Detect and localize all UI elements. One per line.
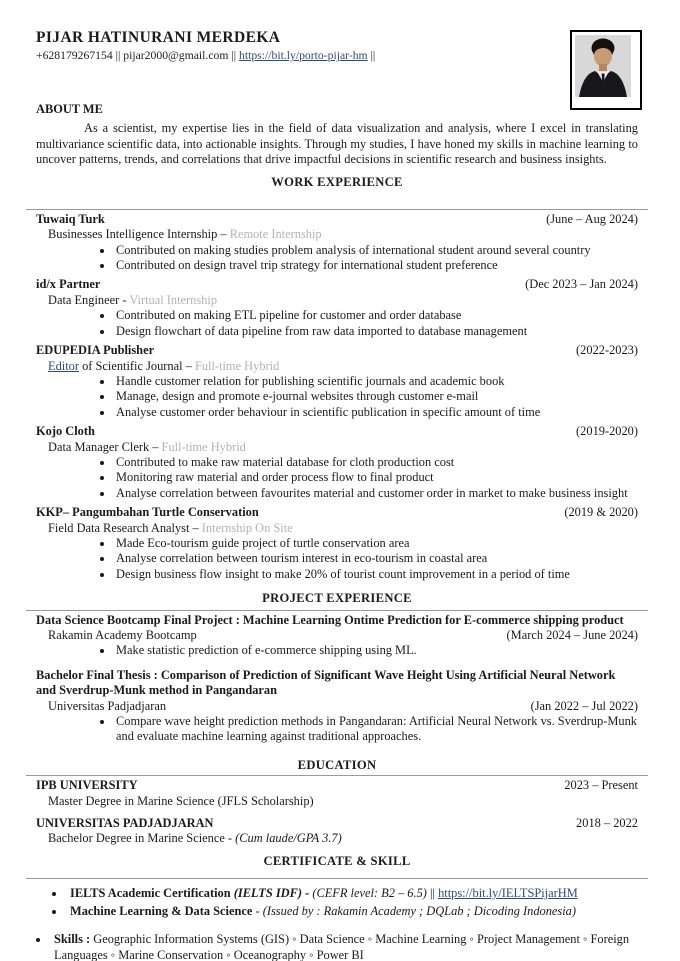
project-title: Bachelor Final Thesis : Comparison of Prediction of Significant Wave Height Using Artificial Neural Network and Sverdrup-Munk method in Pangandaran — [36, 667, 616, 698]
project-org-row — [36, 699, 638, 714]
about-heading: ABOUT ME — [36, 101, 103, 116]
role-title: Field Data Research Analyst — [48, 520, 190, 535]
bullet-item: • Analyse customer order behaviour in scientific publication in specific amount of time — [114, 405, 638, 420]
date-range: (2019-2020) — [576, 424, 638, 439]
bullet-item: • Design flowchart of data pipeline from raw data imported to database management — [114, 324, 638, 339]
cert-title: IELTS Academic Certification — [70, 886, 234, 901]
role-separator: - — [119, 292, 130, 307]
cert-separator: || — [426, 886, 439, 901]
cert-subtitle: (IELTS IDF) - — [233, 886, 313, 901]
date-range: (2019 & 2020) — [564, 505, 638, 520]
role-title: of Scientific Journal — [78, 358, 183, 373]
degree-line — [36, 794, 638, 809]
date-range: 2018 – 2022 — [576, 816, 638, 831]
bullet-item: • Analyse correlation between favourites material and customer order in market to make business insight — [114, 486, 638, 501]
degree-line — [36, 831, 638, 846]
date-range: (Jan 2022 – Jul 2022) — [530, 698, 638, 713]
about-section — [36, 102, 638, 168]
project-org-row — [36, 628, 638, 643]
contact-phone: +628179267154 — [36, 49, 113, 63]
project-title: Data Science Bootcamp Final Project : Machine Learning Ontime Prediction for E-commerce shipping product — [36, 612, 624, 627]
person-name: PIJAR HATINURANI MERDEKA — [36, 29, 281, 46]
bullet-list — [36, 308, 638, 339]
bullet-item: • Contributed to make raw material database for cloth production cost — [114, 455, 638, 470]
bullet-list — [36, 374, 638, 420]
role-title: Data Engineer — [48, 292, 120, 307]
education-entry-header — [36, 816, 638, 831]
education-entry-header — [36, 778, 638, 793]
company-name: id/x Partner — [36, 277, 101, 292]
work-entry-header — [36, 277, 638, 292]
bullet-item: • Make statistic prediction of e-commerce shipping using ML. — [114, 643, 638, 658]
project-entry — [36, 613, 638, 659]
header — [36, 30, 638, 64]
degree-text: Master Degree in Marine Science (JFLS Scholarship) — [48, 793, 314, 808]
education-heading: EDUCATION — [297, 757, 377, 772]
role-line — [36, 521, 638, 536]
work-entry — [36, 343, 638, 420]
contact-line — [36, 48, 638, 63]
bullet-item: • Handle customer relation for publishing scientific journals and academic book — [114, 374, 638, 389]
skills-item — [50, 932, 638, 961]
company-name: KKP– Pangumbahan Turtle Conservation — [36, 505, 259, 520]
work-entry-header — [36, 424, 638, 439]
contact-separator: || — [115, 49, 121, 63]
employment-type: Virtual Internship — [129, 292, 218, 307]
portrait-illustration — [575, 35, 631, 97]
skills-text: Geographic Information Systems (GIS) ◦ Data Science ◦ Machine Learning ◦ Project Management ◦ Foreign Languages ◦ Marine Conservation ◦ Oceanography ◦ Power BI — [54, 932, 630, 961]
bullet-list — [36, 536, 638, 582]
employment-type: Full-time Hybrid — [161, 439, 246, 454]
project-org: Universitas Padjadjaran — [48, 698, 167, 713]
skills-list — [36, 932, 638, 961]
certificate-item — [66, 904, 638, 919]
certificate-skill-heading: CERTIFICATE & SKILL — [263, 853, 411, 868]
work-experience-heading: WORK EXPERIENCE — [271, 175, 403, 190]
divider — [26, 878, 648, 879]
company-name: Tuwaiq Turk — [36, 211, 105, 226]
editor-link[interactable]: Editor — [48, 358, 79, 373]
work-entry-header — [36, 212, 638, 227]
degree-note: (Cum laude/GPA 3.7) — [235, 831, 342, 846]
role-line — [36, 359, 638, 374]
skills-label: Skills : — [54, 932, 94, 947]
work-entry — [36, 277, 638, 339]
bullet-list — [36, 643, 638, 658]
school-name: UNIVERSITAS PADJADJARAN — [36, 816, 214, 831]
project-entry — [36, 668, 638, 745]
date-range: 2023 – Present — [564, 778, 638, 793]
divider — [26, 775, 648, 776]
date-range: (March 2024 – June 2024) — [506, 628, 638, 642]
bullet-item: • Design business flow insight to make 20% of tourist count improvement in a period of time — [114, 567, 638, 582]
employment-type: Remote Internship — [229, 227, 322, 242]
bullet-item: • Analyse correlation between tourism interest in eco-tourism in coastal area — [114, 551, 638, 566]
education-entry — [36, 816, 638, 847]
cert-level: (CEFR level: B2 – 6.5) — [312, 886, 427, 901]
bullet-item: • Contributed on making ETL pipeline for customer and order database — [114, 308, 638, 323]
bullet-item: • Compare wave height prediction methods in Pangandaran: Artificial Neural Network vs. Sverdrup-Munk and evaluate machine learning against traditional approaches. — [114, 714, 638, 745]
cert-issuer: (Issued by : Rakamin Academy ; DQLab ; Dicoding Indonesia) — [262, 903, 576, 918]
role-separator: – — [149, 439, 162, 454]
role-line — [36, 227, 638, 242]
bullet-list — [36, 455, 638, 501]
work-entry — [36, 212, 638, 274]
employment-type: Internship On Site — [201, 520, 293, 535]
role-line — [36, 293, 638, 308]
about-text: As a scientist, my expertise lies in the field of data visualization and analysis, where I excel in translating multivariance scientific data, into actionable insights. Through my studies, I have honed my skills in machine learning to uncover patterns, trends, and correlations that drive impactful decisions in scientific research and business insights. — [36, 121, 638, 167]
ielts-certificate-link[interactable]: https://bit.ly/IELTSPijarHM — [438, 886, 578, 901]
work-entry-header — [36, 343, 638, 358]
role-title: Businesses Intelligence Internship — [48, 227, 218, 242]
date-range: (2022-2023) — [576, 343, 638, 358]
role-separator: – — [182, 358, 195, 373]
project-org: Rakamin Academy Bootcamp — [48, 628, 197, 642]
project-experience-heading: PROJECT EXPERIENCE — [262, 591, 412, 606]
work-entry-header — [36, 505, 638, 520]
role-separator: – — [189, 520, 202, 535]
contact-email: pijar2000@gmail.com — [123, 49, 229, 63]
cert-dash: - — [252, 903, 263, 918]
contact-separator: || — [231, 49, 237, 63]
company-name: EDUPEDIA Publisher — [36, 343, 155, 358]
divider — [26, 209, 648, 210]
role-title: Data Manager Clerk — [48, 439, 150, 454]
role-line — [36, 440, 638, 455]
bullet-list — [36, 243, 638, 274]
bullet-item: • Contributed on making studies problem analysis of international student around several country — [114, 243, 638, 258]
profile-photo — [570, 30, 642, 110]
certificate-item — [66, 886, 638, 901]
cert-title: Machine Learning & Data Science — [70, 903, 253, 918]
employment-type: Full-time Hybrid — [194, 358, 280, 373]
bullet-item: • Contributed on design travel trip strategy for international student preference — [114, 258, 638, 273]
contact-separator: || — [370, 49, 376, 63]
degree-text: Bachelor Degree in Marine Science - — [48, 831, 236, 846]
work-entry — [36, 505, 638, 582]
education-entry — [36, 778, 638, 809]
role-separator: – — [217, 227, 230, 242]
work-entry — [36, 424, 638, 501]
bullet-list — [36, 714, 638, 745]
divider — [26, 610, 648, 611]
bullet-item: • Manage, design and promote e-journal websites through customer e-mail — [114, 389, 638, 404]
bullet-item: • Made Eco-tourism guide project of turtle conservation area — [114, 536, 638, 551]
company-name: Kojo Cloth — [36, 424, 95, 439]
portfolio-link[interactable]: https://bit.ly/porto-pijar-hm — [239, 49, 368, 63]
certificate-list — [36, 886, 638, 919]
date-range: (June – Aug 2024) — [546, 211, 638, 226]
bullet-item: • Monitoring raw material and order process flow to final product — [114, 470, 638, 485]
date-range: (Dec 2023 – Jan 2024) — [525, 277, 638, 292]
school-name: IPB UNIVERSITY — [36, 778, 138, 793]
